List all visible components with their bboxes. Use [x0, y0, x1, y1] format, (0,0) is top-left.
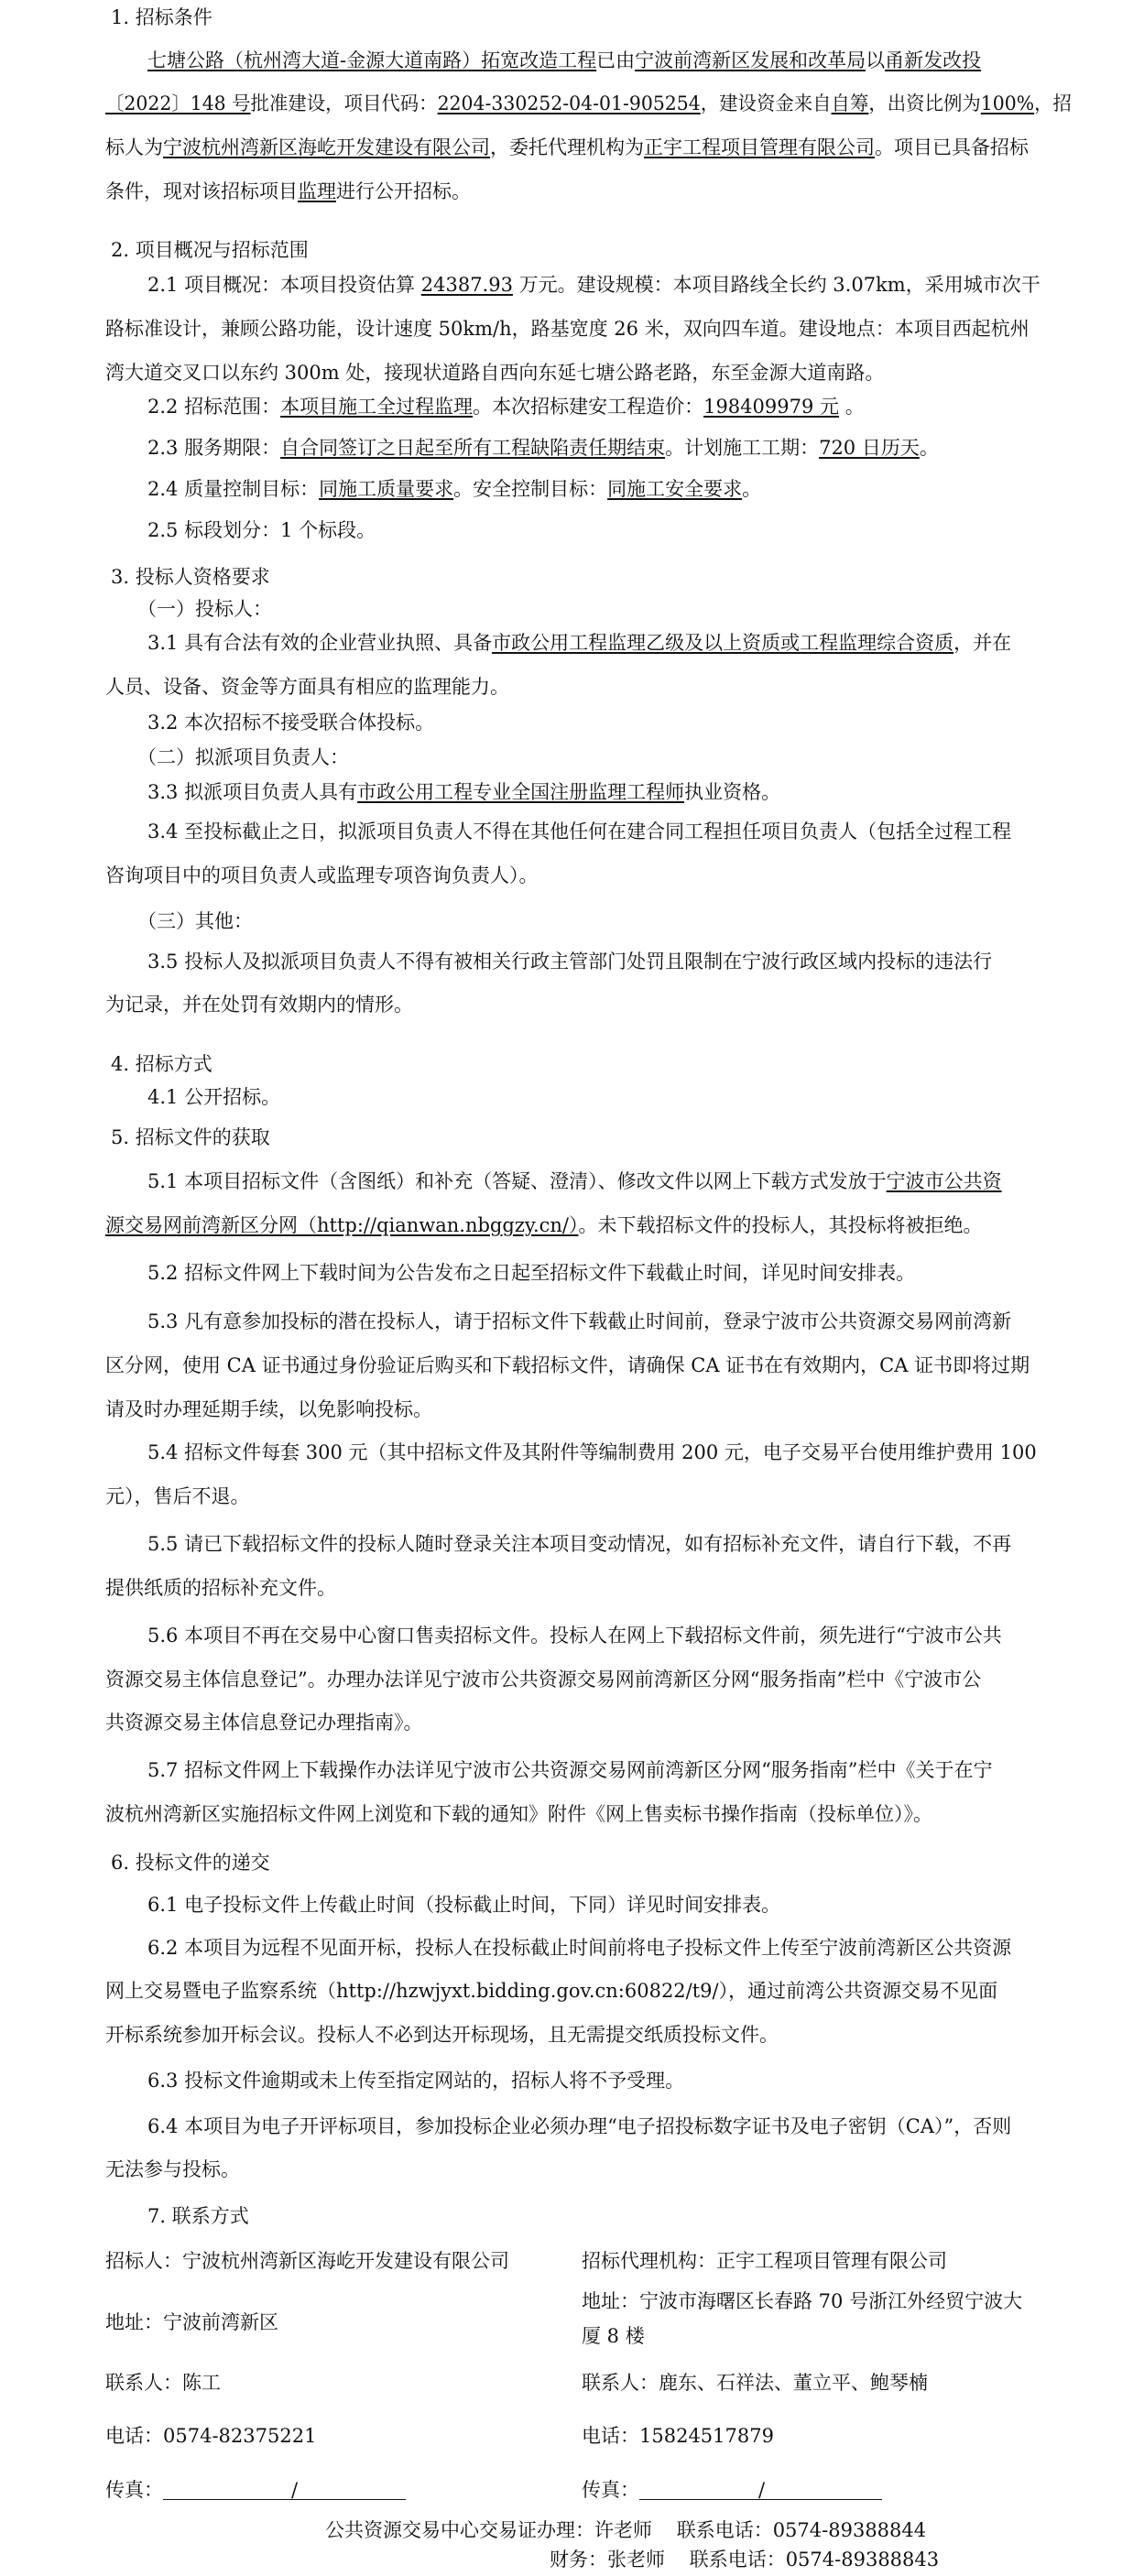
agent-fax-blank: / — [639, 2481, 882, 2500]
p57-line-2: 波杭州湾新区实施招标文件网上浏览和下载的通知》附件《网上售卖标书操作指南（投标单位）》。 — [105, 1803, 932, 1825]
p34-line-2: 咨询项目中的项目负责人或监理专项咨询负责人）。 — [105, 864, 539, 886]
p64-line-1: 6.4 本项目为电子开评标项目，参加投标企业必须办理“电子招投标数字证书及电子密钥（CA）”，否则 — [147, 2115, 1012, 2137]
p54-line-1: 5.4 招标文件每套 300 元（其中招标文件及其附件等编制费用 200 元，电子交易平台使用维护费用 100 — [147, 1441, 1037, 1463]
tenderer-fax-blank: / — [163, 2481, 406, 2500]
p24-line: 2.4 质量控制目标：同施工质量要求。安全控制目标：同施工安全要求。 — [147, 478, 762, 500]
section-7-heading: 7. 联系方式 — [147, 2205, 249, 2227]
agent-name: 招标代理机构：正宇工程项目管理有限公司 — [582, 2250, 947, 2272]
tenderer-address: 地址：宁波前湾新区 — [105, 2311, 278, 2333]
p33-line: 3.3 拟派项目负责人具有市政公用工程专业全国注册监理工程师执业资格。 — [147, 781, 781, 803]
s1-line-4: 条件，现对该招标项目监理进行公开招标。 — [105, 180, 471, 202]
section-4-heading: 4. 招标方式 — [111, 1053, 212, 1075]
agent-fax: 传真： / — [582, 2481, 882, 2500]
p52-line: 5.2 招标文件网上下载时间为公告发布之日起至招标文件下载截止时间，详见时间安排表。 — [147, 1262, 916, 1284]
tenderer-contact: 联系人：陈工 — [105, 2372, 221, 2394]
p32-line: 3.2 本次招标不接受联合体投标。 — [147, 712, 435, 734]
tenderer-phone: 电话：0574-82375221 — [105, 2425, 317, 2447]
p55-line-2: 提供纸质的招标补充文件。 — [105, 1577, 336, 1599]
p35-line-1: 3.5 投标人及拟派项目负责人不得有被相关行政主管部门处罚且限制在宁波行政区域内投标的违法行 — [147, 951, 993, 973]
p34-line-1: 3.4 至投标截止之日，拟派项目负责人不得在其他任何在建合同工程担任项目负责人（包括全过程工程 — [147, 821, 1012, 842]
p35-line-2: 为记录，并在处罚有效期内的情形。 — [105, 994, 413, 1016]
p23-line: 2.3 服务期限：自合同签订之日起至所有工程缺陷责任期结束。计划施工工期：720 日历天。 — [147, 437, 939, 459]
p21-line-3: 湾大道交叉口以东约 300m 处，接现状道路自西向东延七塘公路老路，东至金源大道南路。 — [105, 362, 885, 384]
p21-line-2: 路标准设计，兼顾公路功能，设计速度 50km/h，路基宽度 26 米，双向四车道。建设地点：本项目西起杭州 — [105, 318, 1030, 340]
footer-line-2: 财务：张老师 联系电话：0574-89388843 — [550, 2549, 940, 2571]
agent-contact: 联系人：鹿东、石祥法、董立平、鲍琴楠 — [582, 2372, 928, 2394]
section-3-heading: 3. 投标人资格要求 — [111, 566, 270, 588]
p56-line-3: 共资源交易主体信息登记办理指南》。 — [105, 1712, 423, 1734]
s1-line-2: 〔2022〕148 号批准建设，项目代码：2204-330252-04-01-905254，建设资金来自自筹，出资比例为100%，招 — [105, 92, 1072, 114]
p53-line-3: 请及时办理延期手续，以免影响投标。 — [105, 1398, 432, 1420]
p57-line-1: 5.7 招标文件网上下载操作办法详见宁波市公共资源交易网前湾新区分网“服务指南”栏中《关于在宁 — [147, 1759, 993, 1781]
p25-line: 2.5 标段划分：1 个标段。 — [147, 519, 376, 541]
tenderer-name: 招标人：宁波杭州湾新区海屹开发建设有限公司 — [105, 2250, 509, 2272]
p54-line-2: 元），售后不退。 — [105, 1485, 250, 1507]
s3-sub-3: （三）其他： — [137, 910, 253, 932]
p51-line-1: 5.1 本项目招标文件（含图纸）和补充（答疑、澄清）、修改文件以网上下载方式发放于宁波市公共资 — [147, 1170, 1002, 1192]
agent-address-line-2: 厦 8 楼 — [582, 2325, 645, 2347]
p31-line-1: 3.1 具有合法有效的企业营业执照、具备市政公用工程监理乙级及以上资质或工程监理综合资质，并在 — [147, 632, 1012, 654]
section-2-heading: 2. 项目概况与招标范围 — [111, 239, 309, 261]
agent-address-line-1: 地址：宁波市海曙区长春路 70 号浙江外经贸宁波大 — [582, 2290, 1023, 2312]
section-6-heading: 6. 投标文件的递交 — [111, 1852, 270, 1874]
p31-line-2: 人员、设备、资金等方面具有相应的监理能力。 — [105, 676, 509, 698]
p53-line-1: 5.3 凡有意参加投标的潜在投标人，请于招标文件下载截止时间前，登录宁波市公共资源交易网前湾新 — [147, 1310, 1012, 1332]
p62-line-1: 6.2 本项目为远程不见面开标，投标人在投标截止时间前将电子投标文件上传至宁波前湾新区公共资源 — [147, 1937, 1012, 1959]
s1-line-3: 标人为宁波杭州湾新区海屹开发建设有限公司，委托代理机构为正宇工程项目管理有限公司。项目已具备招标 — [105, 136, 1029, 158]
p62-line-2: 网上交易暨电子监察系统（http://hzwjyxt.bidding.gov.cn:60822/t9/），通过前湾公共资源交易不见面 — [105, 1980, 998, 2002]
footer-line-1: 公共资源交易中心交易证办理：许老师 联系电话：0574-89388844 — [325, 2519, 927, 2541]
p22-line: 2.2 招标范围：本项目施工全过程监理。本次招标建安工程造价：198409979 元 。 — [147, 396, 865, 418]
p56-line-2: 资源交易主体信息登记”。办理办法详见宁波市公共资源交易网前湾新区分网“服务指南”栏中《宁波市公 — [105, 1668, 982, 1690]
p53-line-2: 区分网，使用 CA 证书通过身份验证后购买和下载招标文件，请确保 CA 证书在有效期内，CA 证书即将过期 — [105, 1354, 1030, 1376]
tenderer-fax: 传真： / — [105, 2481, 406, 2500]
p62-line-3: 开标系统参加开标会议。投标人不必到达开标现场，且无需提交纸质投标文件。 — [105, 2024, 779, 2046]
s3-sub-2: （二）拟派项目负责人： — [137, 746, 349, 768]
p56-line-1: 5.6 本项目不再在交易中心窗口售卖招标文件。投标人在网上下载招标文件前，须先进行“宁波市公共 — [147, 1625, 1002, 1647]
p41-line: 4.1 公开招标。 — [147, 1086, 281, 1108]
p61-line: 6.1 电子投标文件上传截止时间（投标截止时间，下同）详见时间安排表。 — [147, 1894, 781, 1916]
section-5-heading: 5. 招标文件的获取 — [111, 1126, 270, 1148]
p55-line-1: 5.5 请已下载招标文件的投标人随时登录关注本项目变动情况，如有招标补充文件，请自行下载，不再 — [147, 1533, 1012, 1555]
p51-line-2: 源交易网前湾新区分网（http://qianwan.nbggzy.cn/）。未下载招标文件的投标人，其投标将被拒绝。 — [105, 1214, 983, 1236]
s3-sub-1: （一）投标人： — [137, 598, 272, 620]
section-1-heading: 1. 招标条件 — [111, 6, 212, 28]
p64-line-2: 无法参与投标。 — [105, 2158, 240, 2180]
agent-phone: 电话：15824517879 — [582, 2425, 774, 2447]
p63-line: 6.3 投标文件逾期或未上传至指定网站的，招标人将不予受理。 — [147, 2070, 685, 2092]
s1-line-1: 七塘公路（杭州湾大道-金源大道南路）拓宽改造工程已由宁波前湾新区发展和改革局以甬新发改投 — [147, 49, 982, 71]
p21-line-1: 2.1 项目概况：本项目投资估算 24387.93 万元。建设规模：本项目路线全长约 3.07km，采用城市次干 — [147, 274, 1040, 296]
